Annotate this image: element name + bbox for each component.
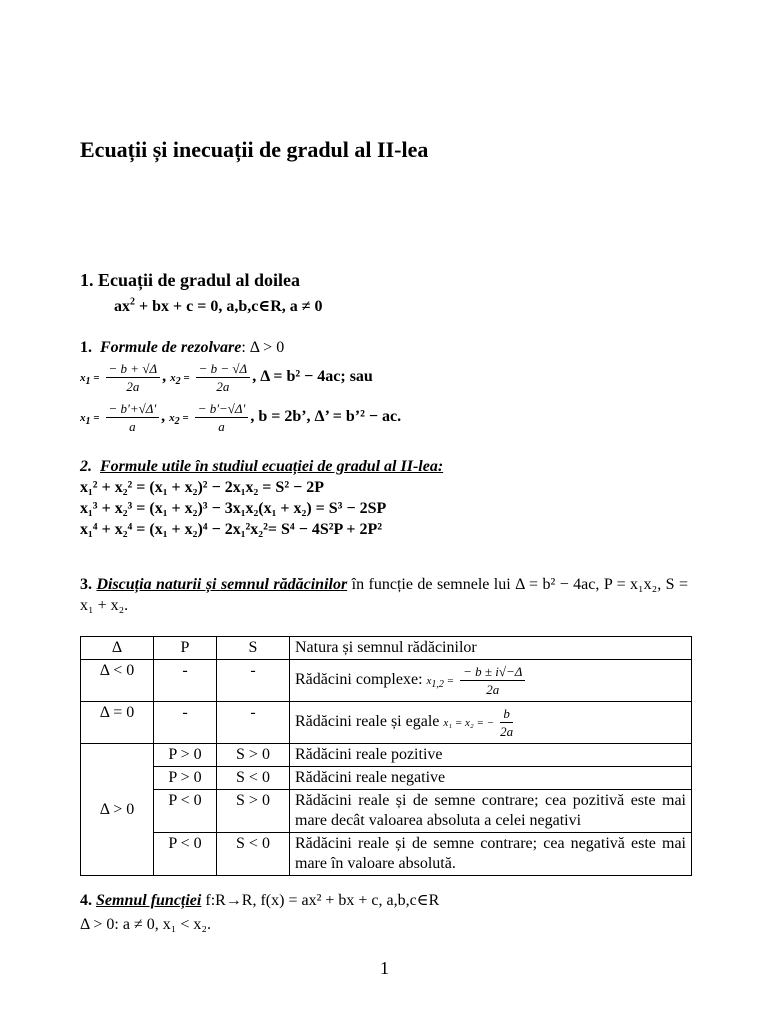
delta-cell: Δ > 0 [81,744,154,876]
header-p: P [154,637,217,660]
fraction-x2: $\frac{- b - √\Delta}{2a}$ [196,360,251,395]
nature-cell: Rădăcini reale negative [290,767,692,790]
fraction-x1: $\frac{- b + √\Delta}{2a}$ [106,360,161,395]
header-s: S [217,637,290,660]
s-cell: S > 0 [217,744,290,767]
table-row [81,702,692,744]
fraction-x2-prime: $\frac{- b'-√\Delta'}{a}$ [195,400,249,435]
p-cell: P < 0 [154,790,217,833]
useful-heading: 2. Formule utile în studiul ecuației de gradul al II-lea: [80,458,444,475]
p-cell: - [154,660,217,702]
formula-line-2: $x_1$ = $\frac{- b'+√\Delta'}{a}$ , $x_2$ = $\frac{- b'-√\Delta'}{a}$ , b = 2b’, Δ’ = b’² − ac. [80,401,402,434]
nature-cell: Rădăcini complexe: $x_{1,2}$ = $\frac{- b \pm i√-\Delta}{2a}$ [290,660,692,702]
table-row [81,833,692,876]
delta-cell: Δ < 0 [81,660,154,702]
p-cell: P > 0 [154,767,217,790]
header-delta: Δ [81,637,154,660]
s-cell: S < 0 [217,833,290,876]
discussion-paragraph: 3. Discuția naturii și semnul rădăcinilor în funcție de semnele lui Δ = b² − 4ac, P = x₁x₂, S = x₁ + x₂. [80,576,689,614]
formula-line-1: $x_1$ = $\frac{- b + √\Delta}{2a}$ , $x_2$ = $\frac{- b - √\Delta}{2a}$ , Δ = b² − 4ac; sau [80,361,373,394]
s-cell: - [217,702,290,744]
header-nature: Natura și semnul rădăcinilor [290,637,692,660]
useful-formula-1: x₁² + x₂² = (x₁ + x₂)² − 2x₁x₂ = S² − 2P [80,479,324,496]
roots-table [80,636,692,876]
p-cell: P > 0 [154,744,217,767]
delta-cell: Δ = 0 [81,702,154,744]
table-header-row [81,637,692,660]
useful-formula-2: x₁³ + x₂³ = (x₁ + x₂)³ − 3x₁x₂(x₁ + x₂) = S³ − 2SP [80,500,387,517]
page-number: 1 [380,958,389,978]
s-cell: S < 0 [217,767,290,790]
table-row [81,790,692,833]
s-cell: S > 0 [217,790,290,833]
p-cell: - [154,702,217,744]
page-title: Ecuații și inecuații de gradul al II-lea [80,137,429,162]
table-row [81,660,692,702]
general-equation: $ax^2$ + bx + c = 0, a,b,c∈R, a ≠ 0 [114,296,323,315]
fraction-x1-prime: $\frac{- b'+√\Delta'}{a}$ [106,400,160,435]
p-cell: P < 0 [154,833,217,876]
nature-cell: Rădăcini reale și de semne contrare; cea negativă este mai mare în valoare absolută. [290,833,692,876]
formulas-heading: 1. Formule de rezolvare: Δ > 0 [80,339,285,356]
sign-condition: Δ > 0: a ≠ 0, x₁ < x₂. [80,916,211,933]
fraction-equal-roots: $\frac{b}{2a}$ [500,706,514,739]
nature-cell: Rădăcini reale pozitive [290,744,692,767]
table-row [81,744,692,767]
table-row [81,767,692,790]
nature-cell: Rădăcini reale și de semne contrare; cea pozitivă este mai mare decât valoarea absoluta a celei negativi [290,790,692,833]
nature-cell: Rădăcini reale și egale x₁ = x₂ = − $\frac{b}{2a}$ [290,702,692,744]
useful-formula-3: x₁⁴ + x₂⁴ = (x₁ + x₂)⁴ − 2x₁²x₂²= S⁴ − 4S²P + 2P² [80,521,383,538]
fraction-complex: $\frac{- b \pm i√-\Delta}{2a}$ [460,663,525,698]
s-cell: - [217,660,290,702]
sign-heading: 4. Semnul funcției f:R→R, f(x) = ax² + bx + c, a,b,c∈R [80,892,440,909]
section-heading: 1. Ecuații de gradul al doilea [80,270,301,290]
